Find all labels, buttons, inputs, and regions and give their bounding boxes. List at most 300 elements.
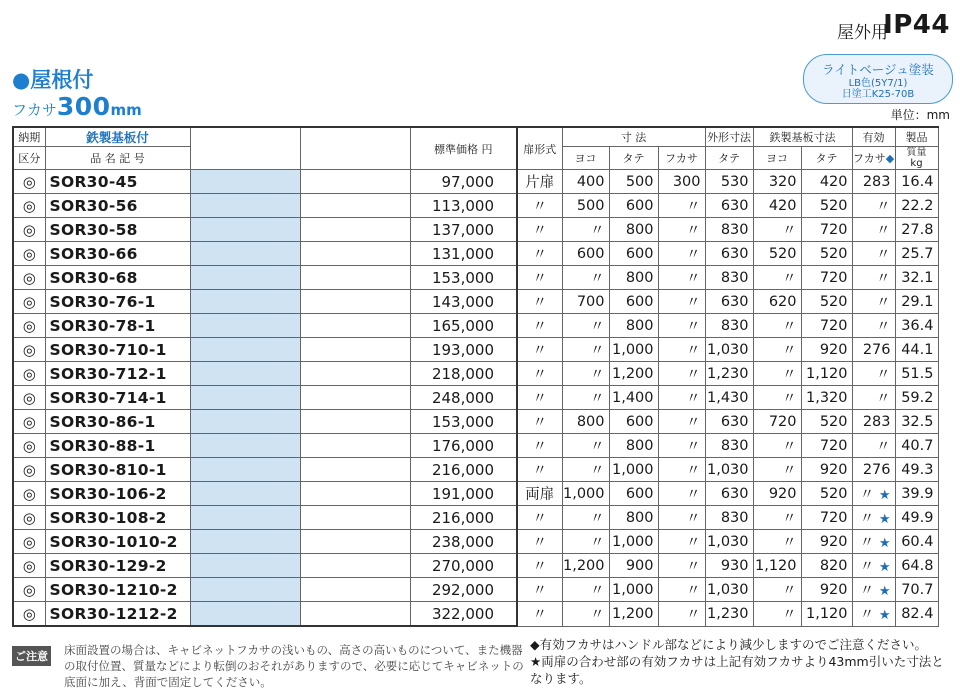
header-weight-top: 製品: [895, 127, 938, 147]
outer-tate-cell: 830: [705, 314, 753, 338]
outer-tate-cell: 530: [705, 170, 753, 194]
diamond-icon: ◆: [885, 152, 895, 165]
weight-cell: 32.1: [895, 266, 938, 290]
model-code: SOR30-45: [45, 170, 190, 194]
model-code: SOR30-710-1: [45, 338, 190, 362]
price-cell: 137,000: [410, 218, 517, 242]
blank-cell: [300, 194, 410, 218]
footnotes: [530, 636, 955, 687]
effective-depth-cell: [852, 578, 895, 602]
blank-cell: [300, 578, 410, 602]
effective-depth-cell: [852, 170, 895, 194]
yoko-cell: 600: [562, 242, 609, 266]
blank-cell: [190, 194, 300, 218]
door-type-cell: 〃: [517, 266, 562, 290]
model-code: SOR30-714-1: [45, 386, 190, 410]
board-yoko-cell: 920: [753, 482, 801, 506]
price-cell: 248,000: [410, 386, 517, 410]
fukasa-cell: 〃: [658, 338, 705, 362]
tate-cell: 800: [609, 506, 658, 530]
delivery-mark: ◎: [13, 314, 45, 338]
door-type-cell: 〃: [517, 218, 562, 242]
section-title: ●屋根付: [12, 68, 94, 92]
effective-depth-cell: [852, 410, 895, 434]
outer-tate-cell: 930: [705, 554, 753, 578]
effective-depth-cell: [852, 338, 895, 362]
tate-cell: 1,200: [609, 362, 658, 386]
delivery-mark: ◎: [13, 554, 45, 578]
price-cell: 193,000: [410, 338, 517, 362]
fukasa-cell: 〃: [658, 410, 705, 434]
board-tate-cell: 720: [801, 314, 852, 338]
board-yoko-cell: 〃: [753, 506, 801, 530]
board-yoko-cell: 〃: [753, 266, 801, 290]
table-row: [13, 314, 938, 338]
header-eff-label: フカサ: [852, 152, 886, 165]
fukasa-cell: 〃: [658, 314, 705, 338]
yoko-cell: 〃: [562, 602, 609, 627]
yoko-cell: 1,200: [562, 554, 609, 578]
effective-depth-value: 276: [862, 461, 891, 478]
model-code: SOR30-1212-2: [45, 602, 190, 627]
board-tate-cell: 720: [801, 218, 852, 242]
header-door-type: 扉形式: [517, 127, 562, 170]
yoko-cell: 〃: [562, 530, 609, 554]
board-yoko-cell: 〃: [753, 362, 801, 386]
table-row: [13, 458, 938, 482]
board-tate-cell: 520: [801, 410, 852, 434]
outer-tate-cell: 630: [705, 482, 753, 506]
blank-cell: [300, 482, 410, 506]
board-tate-cell: 720: [801, 506, 852, 530]
effective-depth-cell: [852, 482, 895, 506]
effective-depth-value: 〃: [859, 607, 875, 624]
weight-cell: 39.9: [895, 482, 938, 506]
price-cell: 153,000: [410, 410, 517, 434]
price-cell: 131,000: [410, 242, 517, 266]
color-spec-badge: [803, 54, 953, 104]
blank-cell: [300, 410, 410, 434]
fukasa-cell: 〃: [658, 362, 705, 386]
board-tate-cell: 520: [801, 242, 852, 266]
yoko-cell: 500: [562, 194, 609, 218]
board-tate-cell: 820: [801, 554, 852, 578]
effective-depth-value: 283: [862, 413, 891, 430]
table-row: [13, 482, 938, 506]
tate-cell: 600: [609, 242, 658, 266]
header-delivery-top: 納期: [13, 127, 45, 147]
header-blank-2: [300, 127, 410, 170]
color-spec-standard: 日塗工K25-70B: [841, 89, 915, 100]
delivery-mark: ◎: [13, 194, 45, 218]
footnote-star: ★両扉の合わせ部の有効フカサは上記有効フカサより43mm引いた寸法となります。: [530, 654, 944, 686]
model-code: SOR30-58: [45, 218, 190, 242]
door-type-cell: 〃: [517, 290, 562, 314]
table-row: [13, 218, 938, 242]
door-type-cell: 〃: [517, 530, 562, 554]
table-row: [13, 434, 938, 458]
effective-depth-cell: [852, 458, 895, 482]
effective-depth-cell: [852, 194, 895, 218]
board-tate-cell: 920: [801, 458, 852, 482]
header-dimensions: 寸 法: [562, 127, 705, 147]
effective-depth-value: 〃: [876, 223, 891, 239]
tate-cell: 500: [609, 170, 658, 194]
yoko-cell: 〃: [562, 266, 609, 290]
blank-cell: [300, 338, 410, 362]
weight-cell: 59.2: [895, 386, 938, 410]
header-steel-board: 鉄製基板付: [45, 127, 190, 147]
yoko-cell: 700: [562, 290, 609, 314]
effective-depth-value: 〃: [859, 487, 875, 503]
model-code: SOR30-129-2: [45, 554, 190, 578]
model-code: SOR30-712-1: [45, 362, 190, 386]
outer-tate-cell: 1,030: [705, 458, 753, 482]
caution-note: 床面設置の場合は、キャビネットフカサの浅いもの、高さの高いものについて、また機器の取付位置、質量などにより転倒のおそれがありますので、必要に応じてキャビネットの底面に加え、背面で固定してください。: [64, 643, 524, 689]
tate-cell: 600: [609, 482, 658, 506]
fukasa-cell: 〃: [658, 242, 705, 266]
board-yoko-cell: 〃: [753, 338, 801, 362]
model-code: SOR30-86-1: [45, 410, 190, 434]
delivery-mark: ◎: [13, 386, 45, 410]
board-yoko-cell: 〃: [753, 386, 801, 410]
fukasa-cell: 〃: [658, 506, 705, 530]
header-eff-bottom: [852, 147, 895, 170]
door-type-cell: 〃: [517, 554, 562, 578]
price-cell: 238,000: [410, 530, 517, 554]
board-tate-cell: 920: [801, 530, 852, 554]
price-cell: 322,000: [410, 602, 517, 627]
header-outer-tate: タテ: [705, 147, 753, 170]
price-cell: 143,000: [410, 290, 517, 314]
yoko-cell: 800: [562, 410, 609, 434]
blank-cell: [190, 434, 300, 458]
caution-badge: ご注意: [12, 646, 51, 666]
price-cell: 97,000: [410, 170, 517, 194]
blank-cell: [190, 386, 300, 410]
outer-tate-cell: 630: [705, 410, 753, 434]
price-cell: 191,000: [410, 482, 517, 506]
blank-cell: [190, 218, 300, 242]
yoko-cell: 〃: [562, 506, 609, 530]
color-spec-code: LB色(5Y7/1): [848, 78, 908, 89]
effective-depth-cell: [852, 242, 895, 266]
tate-cell: 900: [609, 554, 658, 578]
board-tate-cell: 920: [801, 338, 852, 362]
tate-cell: 1,000: [609, 338, 658, 362]
star-icon: ★: [878, 488, 891, 503]
header-price: 標準価格 円: [410, 127, 517, 170]
delivery-mark: ◎: [13, 290, 45, 314]
weight-cell: 25.7: [895, 242, 938, 266]
outer-tate-cell: 630: [705, 194, 753, 218]
effective-depth-value: 〃: [876, 391, 891, 407]
door-type-cell: 片扉: [517, 170, 562, 194]
board-yoko-cell: 〃: [753, 458, 801, 482]
effective-depth-cell: [852, 290, 895, 314]
board-yoko-cell: 〃: [753, 530, 801, 554]
table-row: [13, 242, 938, 266]
tate-cell: 1,000: [609, 530, 658, 554]
delivery-mark: ◎: [13, 362, 45, 386]
blank-cell: [190, 530, 300, 554]
tate-cell: 800: [609, 434, 658, 458]
board-yoko-cell: 420: [753, 194, 801, 218]
blank-cell: [190, 338, 300, 362]
door-type-cell: 〃: [517, 506, 562, 530]
weight-cell: 16.4: [895, 170, 938, 194]
effective-depth-value: 283: [862, 173, 891, 190]
outer-tate-cell: 1,030: [705, 338, 753, 362]
outer-tate-cell: 1,230: [705, 362, 753, 386]
effective-depth-value: 〃: [859, 559, 875, 575]
blank-cell: [300, 170, 410, 194]
board-yoko-cell: 720: [753, 410, 801, 434]
board-yoko-cell: 〃: [753, 314, 801, 338]
board-tate-cell: 1,120: [801, 602, 852, 627]
board-yoko-cell: 〃: [753, 602, 801, 627]
blank-cell: [300, 242, 410, 266]
weight-cell: 64.8: [895, 554, 938, 578]
effective-depth-value: 276: [862, 341, 891, 358]
star-icon: ★: [878, 560, 891, 575]
blank-cell: [300, 386, 410, 410]
depth-value: 300: [56, 92, 111, 121]
delivery-mark: ◎: [13, 602, 45, 627]
blank-cell: [190, 410, 300, 434]
board-yoko-cell: 〃: [753, 218, 801, 242]
unit-label: 単位：mm: [890, 108, 950, 122]
delivery-mark: ◎: [13, 458, 45, 482]
effective-depth-cell: [852, 266, 895, 290]
outdoor-label: 屋外用: [837, 23, 888, 43]
effective-depth-cell: [852, 554, 895, 578]
effective-depth-cell: [852, 602, 895, 627]
effective-depth-cell: [852, 434, 895, 458]
header-tate: タテ: [609, 147, 658, 170]
board-tate-cell: 920: [801, 578, 852, 602]
board-yoko-cell: 620: [753, 290, 801, 314]
depth-label: フカサ: [12, 101, 57, 119]
model-code: SOR30-78-1: [45, 314, 190, 338]
board-tate-cell: 1,320: [801, 386, 852, 410]
header-weight-mid: 質量: [906, 147, 927, 158]
price-cell: 113,000: [410, 194, 517, 218]
blank-cell: [190, 578, 300, 602]
table-row: [13, 386, 938, 410]
yoko-cell: 1,000: [562, 482, 609, 506]
fukasa-cell: 〃: [658, 530, 705, 554]
blank-cell: [300, 290, 410, 314]
board-yoko-cell: 1,120: [753, 554, 801, 578]
board-yoko-cell: 〃: [753, 434, 801, 458]
delivery-mark: ◎: [13, 410, 45, 434]
outer-tate-cell: 630: [705, 290, 753, 314]
door-type-cell: 両扉: [517, 482, 562, 506]
effective-depth-value: 〃: [859, 511, 875, 527]
blank-cell: [190, 554, 300, 578]
blank-cell: [190, 482, 300, 506]
yoko-cell: 400: [562, 170, 609, 194]
delivery-mark: ◎: [13, 482, 45, 506]
blank-cell: [190, 314, 300, 338]
header-fukasa: フカサ: [658, 147, 705, 170]
tate-cell: 1,200: [609, 602, 658, 627]
board-tate-cell: 720: [801, 434, 852, 458]
door-type-cell: 〃: [517, 242, 562, 266]
door-type-cell: 〃: [517, 338, 562, 362]
yoko-cell: 〃: [562, 314, 609, 338]
price-cell: 165,000: [410, 314, 517, 338]
model-code: SOR30-66: [45, 242, 190, 266]
blank-cell: [190, 362, 300, 386]
fukasa-cell: 〃: [658, 458, 705, 482]
effective-depth-cell: [852, 314, 895, 338]
fukasa-cell: 〃: [658, 578, 705, 602]
model-code: SOR30-106-2: [45, 482, 190, 506]
tate-cell: 800: [609, 266, 658, 290]
model-code: SOR30-68: [45, 266, 190, 290]
outer-tate-cell: 1,030: [705, 578, 753, 602]
effective-depth-value: 〃: [876, 319, 891, 335]
door-type-cell: 〃: [517, 602, 562, 627]
door-type-cell: 〃: [517, 362, 562, 386]
outer-tate-cell: 830: [705, 218, 753, 242]
tate-cell: 800: [609, 314, 658, 338]
yoko-cell: 〃: [562, 362, 609, 386]
door-type-cell: 〃: [517, 410, 562, 434]
header-eff-top: 有効: [852, 127, 895, 147]
star-icon: ★: [878, 512, 891, 527]
blank-cell: [300, 266, 410, 290]
weight-cell: 51.5: [895, 362, 938, 386]
effective-depth-value: 〃: [876, 439, 891, 455]
weight-cell: 49.9: [895, 506, 938, 530]
blank-cell: [190, 290, 300, 314]
table-row: [13, 578, 938, 602]
model-code: SOR30-810-1: [45, 458, 190, 482]
delivery-mark: ◎: [13, 434, 45, 458]
tate-cell: 1,000: [609, 458, 658, 482]
model-code: SOR30-88-1: [45, 434, 190, 458]
blank-cell: [300, 314, 410, 338]
effective-depth-cell: [852, 362, 895, 386]
price-cell: 216,000: [410, 506, 517, 530]
door-type-cell: 〃: [517, 194, 562, 218]
price-cell: 218,000: [410, 362, 517, 386]
header-delivery-bottom: 区分: [13, 147, 45, 170]
star-icon: ★: [878, 584, 891, 599]
door-type-cell: 〃: [517, 434, 562, 458]
board-tate-cell: 420: [801, 170, 852, 194]
board-yoko-cell: 320: [753, 170, 801, 194]
outer-tate-cell: 830: [705, 434, 753, 458]
header-blank-1: [190, 127, 300, 170]
fukasa-cell: 〃: [658, 290, 705, 314]
effective-depth-value: 〃: [876, 271, 891, 287]
table-row: [13, 410, 938, 434]
blank-cell: [300, 554, 410, 578]
outer-tate-cell: 1,430: [705, 386, 753, 410]
blank-cell: [300, 434, 410, 458]
blank-cell: [300, 218, 410, 242]
effective-depth-value: 〃: [876, 199, 891, 215]
weight-cell: 27.8: [895, 218, 938, 242]
board-yoko-cell: 520: [753, 242, 801, 266]
board-yoko-cell: 〃: [753, 578, 801, 602]
depth-unit: mm: [110, 101, 142, 119]
effective-depth-value: 〃: [859, 583, 875, 599]
fukasa-cell: 〃: [658, 194, 705, 218]
tate-cell: 600: [609, 194, 658, 218]
fukasa-cell: 〃: [658, 266, 705, 290]
model-code: SOR30-1210-2: [45, 578, 190, 602]
board-tate-cell: 1,120: [801, 362, 852, 386]
weight-cell: 44.1: [895, 338, 938, 362]
door-type-cell: 〃: [517, 314, 562, 338]
header-board-tate: タテ: [801, 147, 852, 170]
effective-depth-value: 〃: [876, 295, 891, 311]
weight-cell: 70.7: [895, 578, 938, 602]
weight-cell: 82.4: [895, 602, 938, 627]
tate-cell: 800: [609, 218, 658, 242]
delivery-mark: ◎: [13, 530, 45, 554]
weight-cell: 22.2: [895, 194, 938, 218]
footnote-diamond: ◆有効フカサはハンドル部などにより減少しますのでご注意ください。: [530, 637, 927, 652]
table-row: [13, 554, 938, 578]
table-row: [13, 506, 938, 530]
outer-tate-cell: 830: [705, 266, 753, 290]
table-row: [13, 338, 938, 362]
door-type-cell: 〃: [517, 458, 562, 482]
door-type-cell: 〃: [517, 578, 562, 602]
model-code: SOR30-1010-2: [45, 530, 190, 554]
blank-cell: [300, 458, 410, 482]
star-icon: ★: [878, 608, 891, 624]
header-board-dim: 鉄製基板寸法: [753, 127, 852, 147]
effective-depth-value: 〃: [876, 367, 891, 383]
delivery-mark: ◎: [13, 170, 45, 194]
delivery-mark: ◎: [13, 218, 45, 242]
header-weight-unit: kg: [910, 158, 923, 169]
blank-cell: [300, 362, 410, 386]
fukasa-cell: 〃: [658, 386, 705, 410]
board-tate-cell: 520: [801, 194, 852, 218]
outer-tate-cell: 1,230: [705, 602, 753, 627]
effective-depth-cell: [852, 530, 895, 554]
fukasa-cell: 〃: [658, 602, 705, 627]
blank-cell: [190, 266, 300, 290]
spec-table: [12, 126, 939, 627]
fukasa-cell: 300: [658, 170, 705, 194]
effective-depth-value: 〃: [876, 247, 891, 263]
model-code: SOR30-56: [45, 194, 190, 218]
table-row: [13, 194, 938, 218]
weight-cell: 49.3: [895, 458, 938, 482]
delivery-mark: ◎: [13, 338, 45, 362]
section-depth: [12, 92, 142, 121]
fukasa-cell: 〃: [658, 434, 705, 458]
table-row: [13, 170, 938, 194]
yoko-cell: 〃: [562, 338, 609, 362]
weight-cell: 29.1: [895, 290, 938, 314]
header-yoko: ヨコ: [562, 147, 609, 170]
fukasa-cell: 〃: [658, 218, 705, 242]
price-cell: 270,000: [410, 554, 517, 578]
delivery-mark: ◎: [13, 506, 45, 530]
board-tate-cell: 520: [801, 290, 852, 314]
fukasa-cell: 〃: [658, 554, 705, 578]
